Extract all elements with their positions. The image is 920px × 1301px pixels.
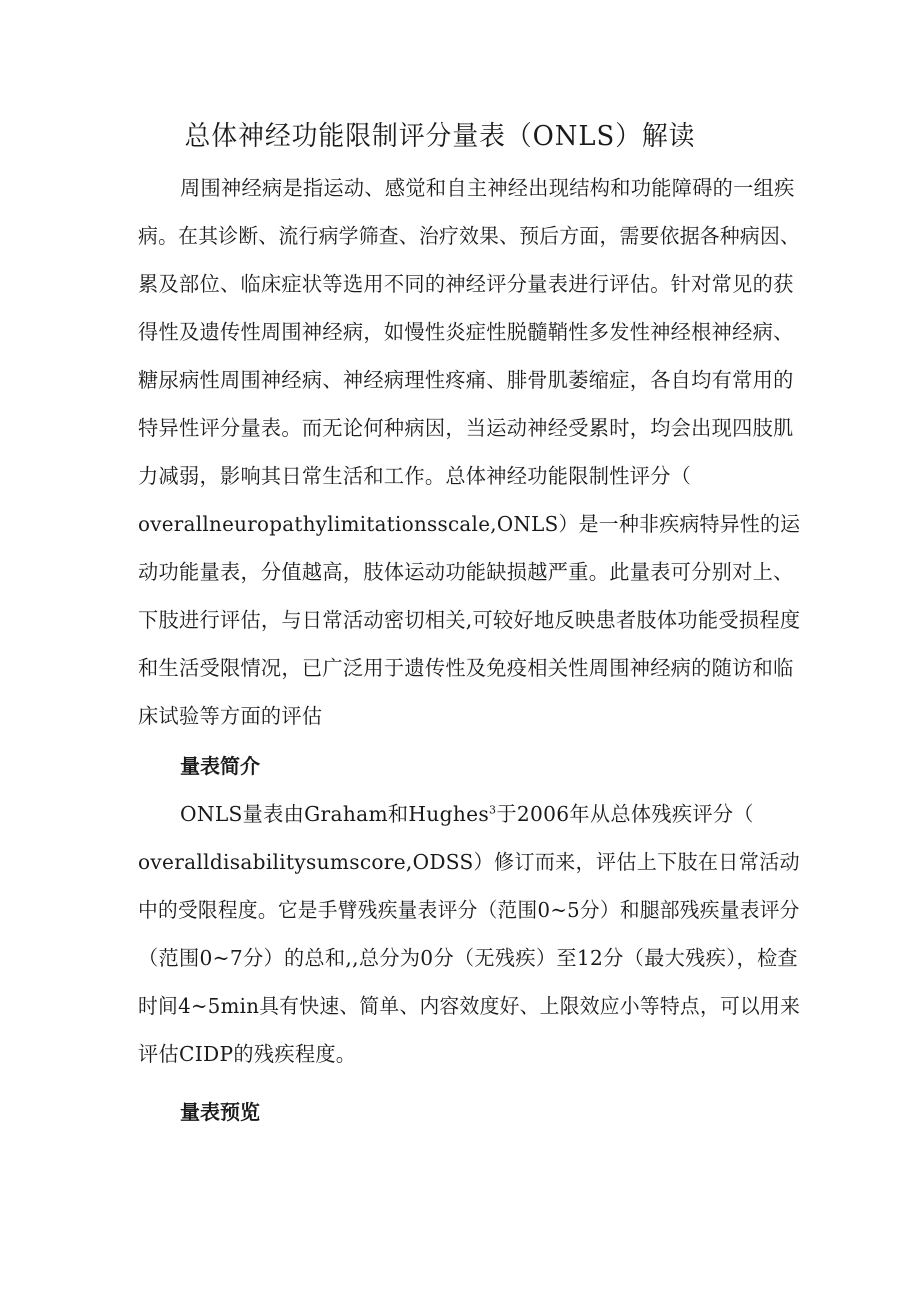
intro-line-10: 下肢进行评估，与日常活动密切相关,可较好地反映患者肢体功能受损程度 bbox=[138, 608, 801, 632]
section-heading-intro: 量表简介 bbox=[180, 754, 260, 778]
citation-superscript: 3 bbox=[489, 803, 497, 817]
section1-line-4: （范围0~7分）的总和,,总分为0分（无残疾）至12分（最大残疾），检查 bbox=[138, 946, 798, 970]
intro-line-12: 床试验等方面的评估 bbox=[138, 704, 323, 728]
page-title: 总体神经功能限制评分量表（ONLS）解读 bbox=[184, 121, 696, 152]
intro-line-8: overallneuropathylimitationsscale,ONLS）是一种非疾病特异性的运 bbox=[138, 512, 801, 536]
section1-line-1 bbox=[180, 800, 754, 828]
section1-line-2: overalldisabilitysumscore,ODSS）修订而来，评估上下肢在日常活动 bbox=[138, 850, 800, 874]
intro-line-1: 周围神经病是指运动、感觉和自主神经出现结构和功能障碍的一组疾 bbox=[180, 176, 795, 200]
section1-line-3: 中的受限程度。它是手臂残疾量表评分（范围0~5分）和腿部残疾量表评分 bbox=[138, 898, 800, 922]
intro-line-6: 特异性评分量表。而无论何种病因，当运动神经受累时，均会出现四肢肌 bbox=[138, 416, 794, 440]
section1-line-1-text-a: ONLS量表由Graham和Hughes bbox=[180, 802, 490, 826]
intro-line-11: 和生活受限情况，已广泛用于遗传性及免疫相关性周围神经病的随访和临 bbox=[138, 656, 794, 680]
intro-line-5: 糖尿病性周围神经病、神经病理性疼痛、腓骨肌萎缩症，各自均有常用的 bbox=[138, 368, 794, 392]
section1-line-1-text-b: 于2006年从总体残疾评分（ bbox=[496, 802, 754, 826]
section-heading-preview: 量表预览 bbox=[180, 1100, 260, 1124]
section1-line-6: 评估CIDP的残疾程度。 bbox=[138, 1042, 357, 1066]
intro-line-9: 动功能量表，分值越高，肢体运动功能缺损越严重。此量表可分别对上、 bbox=[138, 560, 794, 584]
intro-line-4: 得性及遗传性周围神经病，如慢性炎症性脱髓鞘性多发性神经根神经病、 bbox=[138, 320, 794, 344]
intro-line-7: 力减弱，影响其日常生活和工作。总体神经功能限制性评分（ bbox=[138, 464, 692, 488]
intro-line-2: 病。在其诊断、流行病学筛查、治疗效果、预后方面，需要依据各种病因、 bbox=[138, 224, 801, 248]
intro-line-3: 累及部位、临床症状等选用不同的神经评分量表进行评估。针对常见的获 bbox=[138, 272, 794, 296]
section1-line-5: 时间4~5min具有快速、简单、内容效度好、上限效应小等特点，可以用来 bbox=[138, 994, 801, 1018]
